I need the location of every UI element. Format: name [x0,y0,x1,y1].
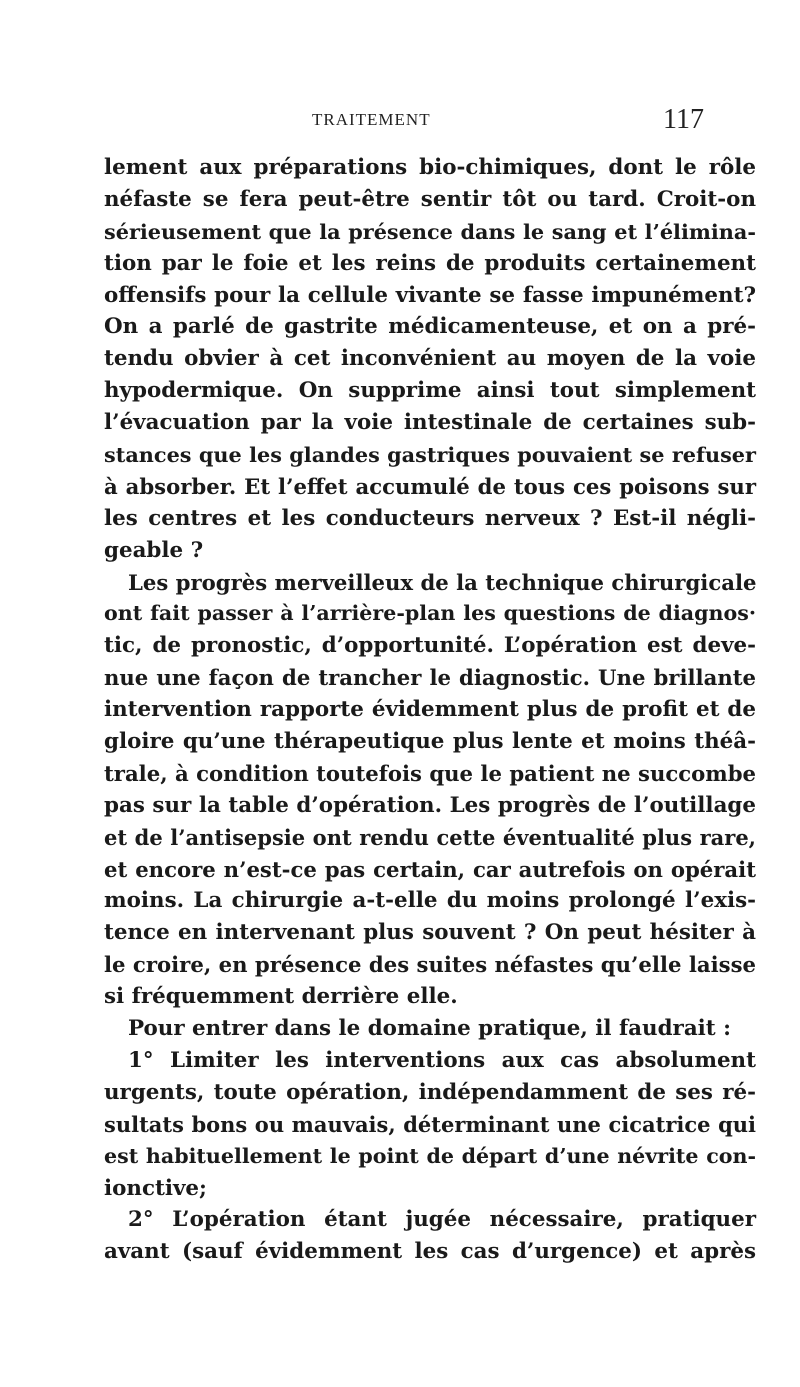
text-line: nue une façon de trancher le diagnostic. Une brillante [104,665,756,691]
text-line: sérieusement que la présence dans le sang et l’élimina- [104,218,756,244]
text-line: tendu obvier à cet inconvénient au moyen de la voie [104,346,756,372]
body-text [104,152,756,1268]
text-line: sultats bons ou mauvais, déterminant une cicatrice qui [104,1111,756,1137]
text-line: et encore n’est-ce pas certain, car autrefois on opérait [104,856,756,882]
text-line: intervention rapporte évidemment plus de profit et de [104,697,756,723]
running-head [0,104,800,144]
text-line: 1° Limiter les interventions aux cas absolument [128,1047,756,1073]
text-line: trale, à condition toutefois que le patient ne succombe [104,760,756,786]
text-line: 2° L’opération étant jugée nécessaire, pratiquer [128,1207,756,1233]
text-line: geable ? [104,537,204,563]
text-line: l’évacuation par la voie intestinale de certaines sub- [104,410,756,436]
text-line: offensifs pour la cellule vivante se fasse impunément? [104,282,756,308]
text-line: ionctive; [104,1175,207,1201]
text-line: néfaste se fera peut-être sentir tôt ou tard. Croit-on [104,186,756,212]
text-line: pas sur la table d’opération. Les progrès de l’outillage [104,792,756,818]
text-line: Les progrès merveilleux de la technique chirurgicale [128,569,757,595]
text-line: tic, de pronostic, d’opportunité. L’opération est deve- [104,633,756,659]
text-line: les centres et les conducteurs nerveux ? Est-il négli- [104,505,756,531]
text-line: moins. La chirurgie a-t-elle du moins prolongé l’exis- [104,888,756,914]
text-line: si fréquemment derrière elle. [104,984,458,1010]
text-line: stances que les glandes gastriques pouvaient se refuser [104,442,756,468]
text-line: avant (sauf évidemment les cas d’urgence) et après [104,1239,756,1265]
text-line: ont fait passer à l’arrière-plan les questions de diagnos· [104,601,756,626]
text-line: urgents, toute opération, indépendamment de ses ré- [104,1079,756,1105]
text-line: gloire qu’une thérapeutique plus lente et moins théâ- [104,729,756,755]
page-number: 117 [663,104,704,135]
text-line: tion par le foie et les reins de produits certainement [104,250,756,276]
text-line: On a parlé de gastrite médicamenteuse, et on a pré- [104,314,756,340]
text-line: tence en intervenant plus souvent ? On peut hésiter à [104,920,756,946]
text-line: et de l’antisepsie ont rendu cette éventualité plus rare, [104,824,756,850]
text-line: Pour entrer dans le domaine pratique, il faudrait : [128,1016,732,1042]
text-line: hypodermique. On supprime ainsi tout simplement [104,378,756,404]
text-line: est habituellement le point de départ d’une névrite con- [104,1143,756,1168]
text-line: à absorber. Et l’effet accumulé de tous ces poisons sur [104,473,756,499]
text-line: le croire, en présence des suites néfastes qu’elle laisse [104,952,756,978]
running-head-title: TRAITEMENT [312,110,431,129]
text-line: lement aux préparations bio-chimiques, dont le rôle [104,155,756,180]
